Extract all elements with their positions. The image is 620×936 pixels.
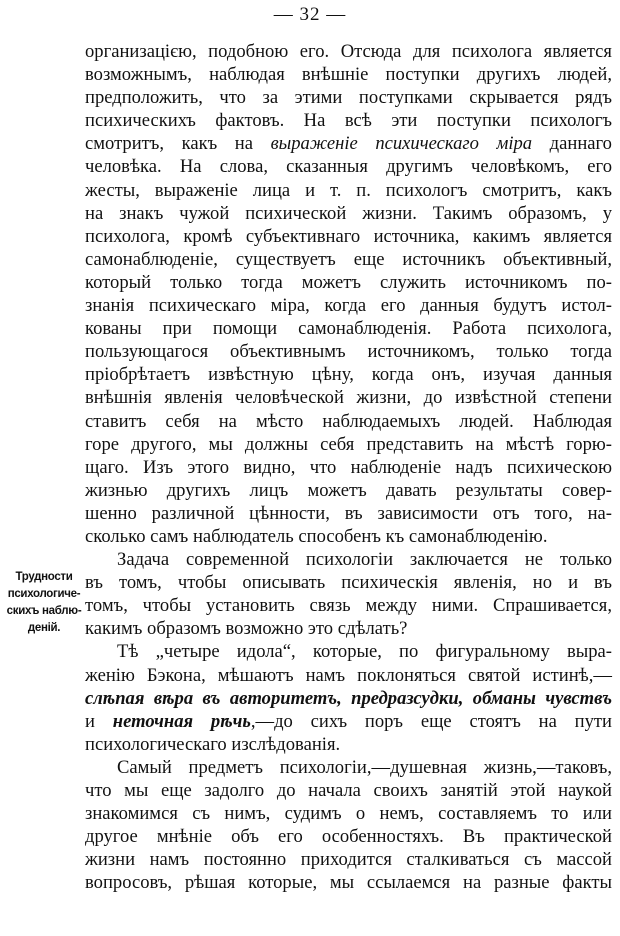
text-line [85,594,612,617]
text-segment: психологическаго изслѣдованія. [85,733,341,755]
emphasized-text: неточная рѣчь [112,710,251,732]
text-line [85,271,612,294]
margin-note [2,569,86,637]
text-line [85,433,612,456]
text-segment: внѣшнія явленія человѣческой жизни, до извѣстной степени [85,387,612,409]
text-segment: щаго. Изъ этого видно, что наблюденіе надъ психическою [85,456,612,478]
text-segment: ,—до сихъ поръ еще стоятъ на пути [250,710,612,732]
text-line [85,733,612,756]
text-segment: Задача современной психологіи заключается не только [117,549,612,571]
text-line [85,132,612,155]
text-line [85,687,612,710]
text-segment: жизни намъ постоянно приходится сталкиваться съ массой [85,849,612,871]
text-line [85,479,612,502]
text-segment: горе другого, мы должны себя представить на мѣстѣ горю- [85,433,612,455]
text-line [85,871,612,894]
text-line [85,248,612,271]
text-line [85,456,612,479]
text-line [85,109,612,132]
text-segment: смотритъ, какъ на [85,133,271,155]
margin-note-line: Трудности [15,571,73,583]
text-segment: возможнымъ, наблюдая внѣшніе поступки другихъ людей, [85,64,612,86]
text-line [85,86,612,109]
text-segment: пользующагося объективнымъ источникомъ, только тогда [85,341,612,363]
text-line [85,294,612,317]
text-segment: вопросовъ, рѣшая которые, мы ссылаемся на разные факты [85,872,612,894]
text-segment: жизнью другихъ лицъ можетъ давать результаты совер- [85,479,612,501]
text-line [85,179,612,202]
margin-note-line: деній. [27,622,61,634]
text-line [85,802,612,825]
text-segment: человѣка. На слова, сказанныя другимъ человѣкомъ, его [85,156,612,178]
margin-note-line: психологиче- [7,588,81,600]
text-segment: Самый предметъ психологіи,—душевная жизнь,—таковъ, [117,756,612,778]
text-segment: въ томъ, чтобы описывать психическія явленія, но и въ [85,572,612,594]
text-line [85,548,612,571]
margin-note-line: скихъ наблю- [6,605,82,617]
text-line [85,63,612,86]
text-segment: даннаго [532,133,612,155]
text-segment: другое мнѣніе объ его особенностяхъ. Въ практической [85,826,612,848]
text-line [85,317,612,340]
text-segment: самонаблюденіе, существуетъ еще источникъ объективный, [85,248,612,270]
text-line [85,386,612,409]
text-segment: который только тогда можетъ служить источникомъ по- [85,271,612,293]
emphasized-text: слѣпая вѣра въ авторитетъ, предразсудки, обманы чувствъ [85,687,612,709]
text-segment: и [85,710,113,732]
text-line [85,410,612,433]
text-line [85,502,612,525]
text-line [85,225,612,248]
text-segment: какимъ образомъ возможно это сдѣлать? [85,618,408,640]
text-segment: ставитъ себя на мѣсто наблюдаемыхъ людей. Наблюдая [85,410,612,432]
body-text [85,40,612,894]
text-segment: шенно различной цѣнности, въ зависимости отъ того, на- [85,502,612,524]
text-line [85,664,612,687]
text-segment: организацією, подобною его. Отсюда для психолога является [85,41,612,62]
text-segment: кованы при помощи самонаблюденія. Работа психолога, [85,318,612,340]
text-segment: женію Бэкона, мѣшаютъ намъ поклоняться святой истинѣ,— [85,664,612,686]
text-line [85,710,612,733]
text-line [85,825,612,848]
text-segment: психическихъ фактовъ. На всѣ эти поступки психологъ [85,110,612,132]
text-segment: знакомимся съ нимъ, судимъ о немъ, составляемъ то или [85,803,612,825]
text-segment: Тѣ „четыре идола“, которые, по фигуральному выра- [117,641,612,663]
text-segment: жесты, выраженіе лица и т. п. психологъ смотритъ, какъ [85,179,612,201]
text-segment: что мы еще задолго до начала своихъ занятій этой наукой [85,780,612,801]
text-segment: знанія психическаго міра, когда его данныя будутъ истол- [85,295,612,317]
text-line [85,848,612,871]
text-line [85,202,612,225]
text-segment: на знакъ чужой психической жизни. Такимъ образомъ, у [85,202,612,224]
text-line [85,571,612,594]
text-line [85,525,612,548]
text-segment: томъ, чтобы установить связь между ними. Спрашивается, [85,595,612,617]
text-line [85,363,612,386]
text-line [85,155,612,178]
text-segment: сколько самъ наблюдатель способенъ къ самонаблюденію. [85,525,548,547]
text-line [85,617,612,640]
emphasized-text: выраженіе психическаго міра [270,133,533,155]
text-line [85,640,612,663]
page-number: — 32 — [273,4,347,25]
text-segment: психолога, кромѣ субъективнаго источника, какимъ является [85,225,612,247]
text-line [85,340,612,363]
text-line [85,756,612,779]
text-segment: предположить, что за этими поступками скрывается рядъ [85,87,612,109]
text-line [85,40,612,63]
text-line [85,779,612,802]
text-segment: пріобрѣтаетъ извѣстную цѣну, когда онъ, изучая данныя [85,364,612,386]
